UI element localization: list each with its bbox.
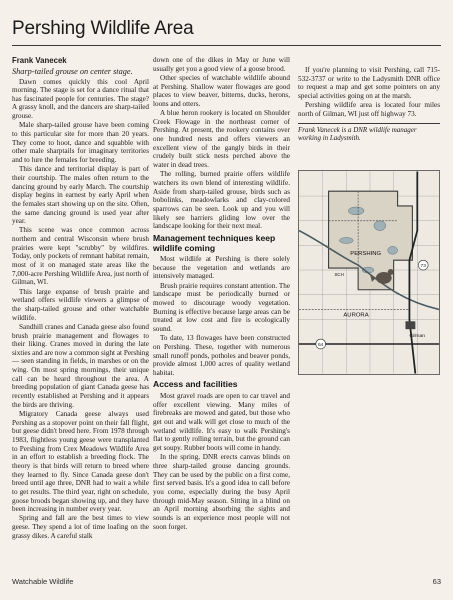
map-drawing xyxy=(299,171,439,374)
page-title: Pershing Wildlife Area xyxy=(12,18,194,39)
paragraph: Male sharp-tailed grouse have been coming to this particular site for more than 20 years. They come to hoot, dance and squabble with other male sharptails for imaginary territories and to lure the females for breeding. xyxy=(12,121,149,164)
deck: Sharp-tailed grouse on center stage. xyxy=(12,67,133,76)
map-label-gilman: Gilman xyxy=(409,334,425,340)
highway-64-label: 64 xyxy=(317,342,324,348)
town-marker xyxy=(405,321,415,329)
paragraph: Sandhill cranes and Canada geese also found brush prairie management and flowages to their liking. Cranes moved in during the late sixties and are now a common sight at Pershing — seen standing in fields, in marshes or on the wing. On most spring mornings, their unique call can be heard throughout the area. A breeding population of giant Canada geese has recently established at Pershing and it appears the birds are thriving. xyxy=(12,322,149,409)
paragraph: Migratory Canada geese always used Pershing as a stopover point on their fall flight, but geese didn't breed here. From 1978 through 1983, flightless young geese were transplanted to Pershing from Crex Meadows Wildlife Area in an effort to establish a breeding flock. The theory is that birds will return to breed where they learned to fly. Since Canada geese don't breed until age three, DNR had to wait a while to get results. The third year, right on schedule, goose broods began showing up, and they have been increasing in number every year. xyxy=(12,410,149,514)
paragraph: Pershing wildlife area is located four miles north of Gilman, WI just off highway 73. xyxy=(298,101,440,118)
paragraph: If you're planning to visit Pershing, call 715-532-3737 or write to the Ladysmith DNR office to request a map and get some pointers on any special activities going on at the marsh. xyxy=(298,66,440,100)
paragraph: Other species of watchable wildlife abound at Pershing. Shallow water flowages are good places to view beaver, bitterns, ducks, herons, loons and otters. xyxy=(153,73,290,108)
paragraph: This scene was once common across northern and central Wisconsin where brush prairies were kept "scrubby" by wildfires. Today, only pockets of remnant habitat remain, most of it on managed state areas like the 7,000-acre Pershing Wildlife Area, just north of Gilman, WI. xyxy=(12,226,149,287)
highway-73-label: 73 xyxy=(420,264,426,270)
paragraph: The rolling, burned prairie offers wildlife watchers its own blend of interesting wildlife. Aside from sharp-tailed grouse, birds such as bobolinks, meadowlarks and clay-colored sparrows can be seen. Look up and you will likely see harriers gliding low over the landscape looking for their next meal. xyxy=(153,170,290,231)
highway-shield-64 xyxy=(316,339,326,349)
paragraph: A blue heron rookery is located on Shoulder Creek Flowage in the northeast corner of Pershing. At present, the rookery contains over one hundred nests and offers viewers an excellent view of the gangly birds in their crudely built stick nests perched above the water in dead trees. xyxy=(153,109,290,170)
paragraph: To date, 13 flowages have been constructed on Pershing. These, together with numerous small runoff ponds, potholes and beaver ponds, provide almost 1,000 acres of quality wetland habitat. xyxy=(153,334,290,377)
column-3 xyxy=(298,66,440,142)
footer-publication: Watchable Wildlife xyxy=(12,577,74,586)
map-label-sch: SCH xyxy=(334,271,344,277)
paragraph: This dance and territorial display is part of their courtship. The males often return to the dancing ground by early March. The courtship display begins in earnest by early April when the females start showing up on the site. Often, the same dancing ground is used year after year. xyxy=(12,165,149,226)
title-rule xyxy=(12,45,441,46)
section-heading: Management techniques keep wildlife coming xyxy=(153,232,276,253)
paragraph: Spring and fall are the best times to view geese. They spend a lot of time loafing on the grassy dikes. A careful stalk xyxy=(12,514,149,540)
paragraph: Most wildlife at Pershing is there solely because the vegetation and wetlands are intensively managed. xyxy=(153,255,290,281)
column-1 xyxy=(12,56,149,541)
map-label-aurora: AURORA xyxy=(343,312,369,319)
paragraph: This large expanse of brush prairie and wetland offers wildlife viewers a glimpse of the sharp-tailed grouse and other watchable wildlife. xyxy=(12,287,149,322)
paragraph: In the spring, DNR erects canvas blinds on three sharp-tailed grouse dancing grounds. They can be used by the public on a first come, first served basis. It's a good idea to call before you come, especially during the busy April through mid-May season. Sitting in a blind on an April morning absorbing the sights and sounds is an experience most people will not soon forget. xyxy=(153,453,290,531)
credit-rule xyxy=(298,123,440,124)
paragraph: Brush prairie requires constant attention. The landscape must be periodically burned or mowed to discourage woody vegetation. Burning is effective because large areas can be treated at low cost and fire is ecologically sound. xyxy=(153,281,291,333)
column-2 xyxy=(153,56,290,532)
area-map xyxy=(298,170,440,375)
paragraph: Most gravel roads are open to car travel and offer excellent viewing. Many miles of firebreaks are mowed and gated, but those who get out and walk will get close to much of the wetland wildlife. It's easy to walk Pershing's flat to gently rolling terrain, but the ground can get soupy. Rubber boots will come in handy. xyxy=(153,392,290,452)
paragraph: Dawn comes quickly this cool April morning. The stage is set for a dance ritual that has fascinated people for centuries. The stage? A grassy knoll, and the dancers are sharp-tailed grouse. xyxy=(12,77,149,121)
page-number: 63 xyxy=(432,577,441,586)
map-label-pershing: PERSHING xyxy=(350,251,382,258)
byline: Frank Vanecek xyxy=(12,56,67,65)
section-heading: Access and facilities xyxy=(153,379,238,390)
highway-shield-73 xyxy=(418,260,428,270)
author-credit: Frank Vanecek is a DNR wildlife manager working in Ladysmith. xyxy=(298,125,417,142)
paragraph: down one of the dikes in May or June will usually get you a good view of a goose brood. xyxy=(153,56,290,73)
